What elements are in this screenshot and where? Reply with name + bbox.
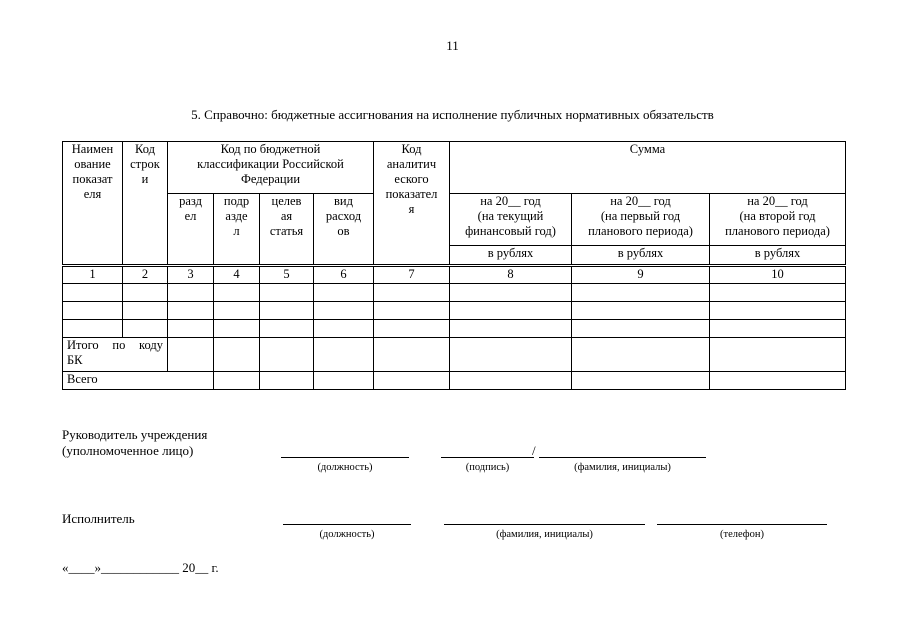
grand-total-cell [373, 371, 450, 390]
header-podrazdel: подр азде л [213, 193, 260, 265]
data-cell [213, 319, 260, 338]
total-by-code-label: Итого по коду БК [62, 337, 168, 372]
data-cell [122, 319, 168, 338]
data-cell [122, 301, 168, 320]
colnum-5: 5 [259, 266, 314, 284]
total-cell [449, 337, 572, 372]
head-position-line [281, 457, 409, 458]
data-cell [62, 283, 123, 302]
data-cell [313, 301, 374, 320]
head-slash: / [532, 443, 536, 458]
data-cell [259, 301, 314, 320]
data-cell [571, 301, 710, 320]
grand-total-cell [709, 371, 846, 390]
head-caption-name: (фамилия, инициалы) [574, 462, 671, 473]
header-currency-8: в рублях [449, 245, 572, 265]
total-cell [213, 337, 260, 372]
total-cell [259, 337, 314, 372]
data-cell [259, 319, 314, 338]
section-title: 5. Справочно: бюджетные ассигнования на исполнение публичных нормативных обязательств [191, 107, 714, 122]
colnum-8: 8 [449, 266, 572, 284]
grand-total-cell [313, 371, 374, 390]
colnum-3: 3 [167, 266, 214, 284]
data-cell [259, 283, 314, 302]
head-caption-signature: (подпись) [465, 462, 510, 473]
executor-position-line [283, 524, 411, 525]
data-cell [709, 301, 846, 320]
data-cell [449, 319, 572, 338]
page-number: 11 [446, 38, 459, 53]
data-cell [373, 283, 450, 302]
data-cell [62, 319, 123, 338]
appropriations-table [62, 141, 846, 390]
colnum-6: 6 [313, 266, 374, 284]
executor-caption-name: (фамилия, инициалы) [496, 529, 593, 540]
header-code-row: Код строк и [122, 141, 168, 265]
colnum-10: 10 [709, 266, 846, 284]
executor-phone-line [657, 524, 827, 525]
data-cell [167, 301, 214, 320]
data-cell [213, 283, 260, 302]
grand-total-label: Всего [62, 371, 214, 390]
data-cell [167, 283, 214, 302]
head-label-2: (уполномоченное лицо) [62, 443, 194, 458]
head-name-line [539, 457, 706, 458]
executor-name-line [444, 524, 645, 525]
header-year-first: на 20__ год (на первый год планового периода) [571, 193, 710, 246]
data-cell [313, 283, 374, 302]
head-signature-line [441, 457, 534, 458]
data-cell [213, 301, 260, 320]
total-cell [373, 337, 450, 372]
header-sum: Сумма [449, 141, 846, 194]
data-cell [122, 283, 168, 302]
header-currency-10: в рублях [709, 245, 846, 265]
total-cell [313, 337, 374, 372]
colnum-9: 9 [571, 266, 710, 284]
header-year-current: на 20__ год (на текущий финансовый год) [449, 193, 572, 246]
header-budget-classification: Код по бюджетной классификации Российской Федерации [167, 141, 374, 194]
header-target-article: целев ая статья [259, 193, 314, 265]
total-cell [571, 337, 710, 372]
colnum-2: 2 [122, 266, 168, 284]
executor-label: Исполнитель [62, 511, 135, 526]
grand-total-cell [259, 371, 314, 390]
grand-total-cell [571, 371, 710, 390]
header-analytic-code: Код аналитич еского показател я [373, 141, 450, 265]
colnum-7: 7 [373, 266, 450, 284]
data-cell [709, 319, 846, 338]
data-cell [449, 301, 572, 320]
executor-caption-phone: (телефон) [720, 529, 764, 540]
grand-total-cell [213, 371, 260, 390]
data-cell [571, 319, 710, 338]
data-cell [449, 283, 572, 302]
header-name: Наимен ование показат еля [62, 141, 123, 265]
header-razdel: разд ел [167, 193, 214, 265]
header-expense-type: вид расход ов [313, 193, 374, 265]
data-cell [709, 283, 846, 302]
data-cell [313, 319, 374, 338]
executor-caption-position: (должность) [319, 529, 375, 540]
header-currency-9: в рублях [571, 245, 710, 265]
colnum-1: 1 [62, 266, 123, 284]
data-cell [373, 301, 450, 320]
grand-total-cell [449, 371, 572, 390]
date-line: «____»____________ 20__ г. [62, 560, 219, 575]
colnum-4: 4 [213, 266, 260, 284]
data-cell [373, 319, 450, 338]
header-year-second: на 20__ год (на второй год планового периода) [709, 193, 846, 246]
data-cell [167, 319, 214, 338]
total-cell [167, 337, 214, 372]
data-cell [571, 283, 710, 302]
head-caption-position: (должность) [317, 462, 373, 473]
head-label-1: Руководитель учреждения [62, 427, 208, 442]
total-cell [709, 337, 846, 372]
data-cell [62, 301, 123, 320]
